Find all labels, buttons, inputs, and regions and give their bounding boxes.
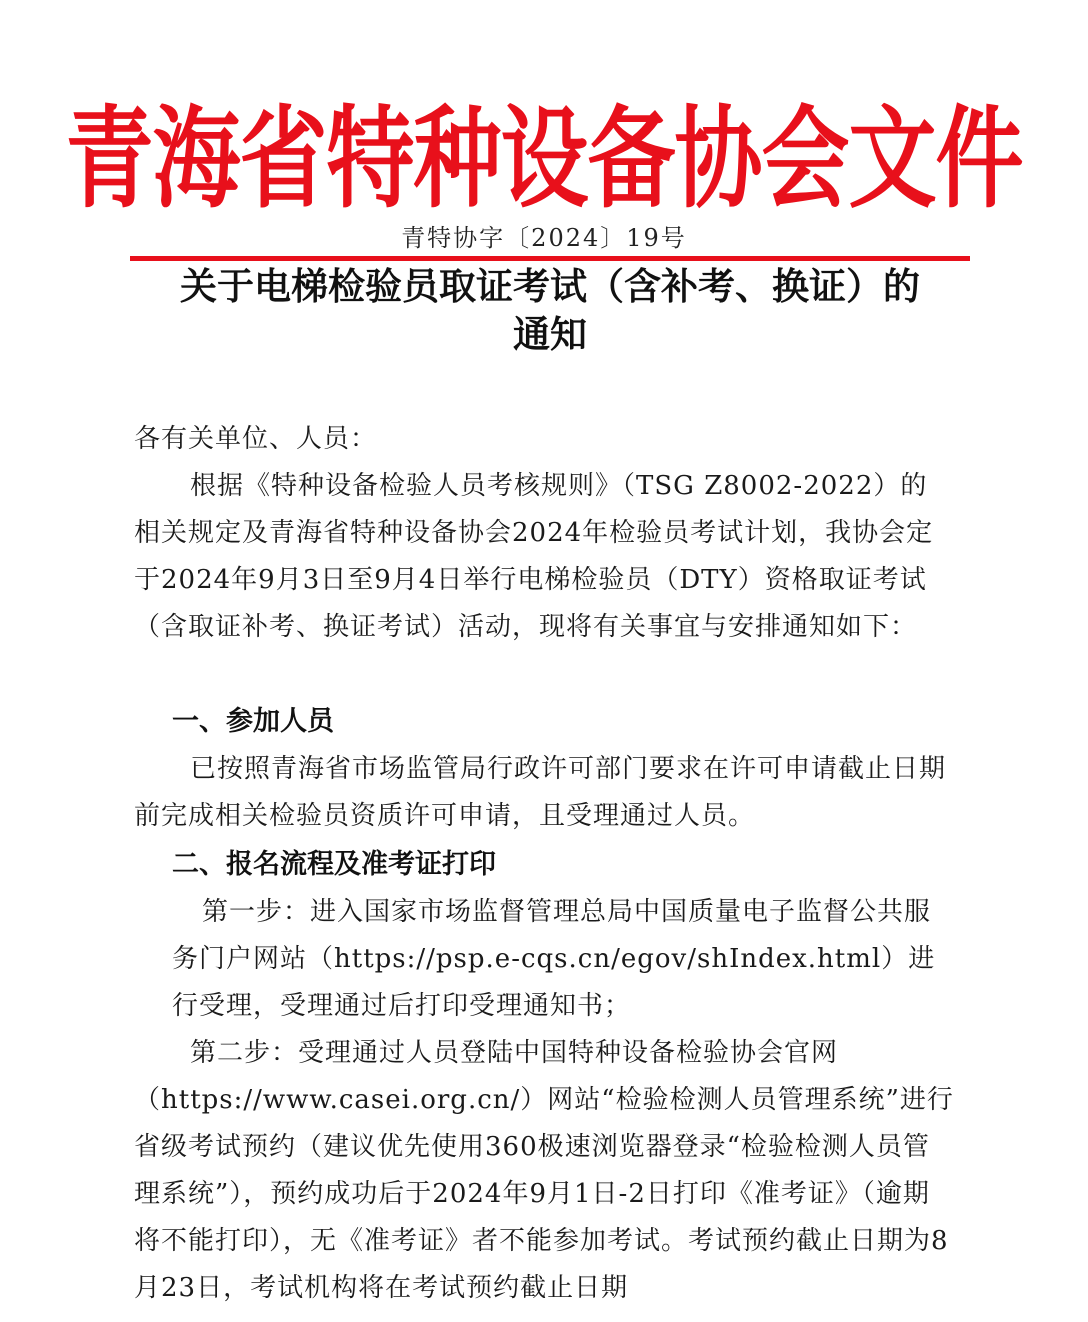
red-divider-line — [130, 256, 970, 261]
salutation: 各有关单位、人员： — [134, 424, 378, 454]
masthead-title: 青海省特种设备协会文件 — [65, 94, 1023, 223]
notice-title — [110, 262, 990, 358]
section1-paragraph: 已按照青海省市场监管局行政许可部门要求在许可申请截止日期前完成相关检验员资质许可申请，且受理通过人员。 — [134, 754, 947, 831]
notice-title-line1: 关于电梯检验员取证考试（含补考、换证）的 — [180, 264, 920, 308]
document-number: 青特协字〔2024〕19号 — [401, 224, 687, 252]
intro-paragraph: 根据《特种设备检验人员考核规则》（TSG Z8002-2022）的相关规定及青海省特种设备协会2024年检验员考试计划，我协会定于2024年9月3日至9月4日举行电梯检验员（DTY）资格取证考试（含取证补考、换证考试）活动，现将有关事宜与安排通知如下： — [134, 471, 934, 642]
section2-step2: 第二步：受理通过人员登陆中国特种设备检验协会官网（https://www.casei.org.cn/）网站“检验检测人员管理系统”进行省级考试预约（建议优先使用360极速浏览器登录“检验检测人员管理系统”），预约成功后于2024年9月1日-2日打印《准考证》（逾期将不能打印），无《准考证》者不能参加考试。考试预约截止日期为8月23日，考试机构将在考试预约截止日期 — [134, 1038, 954, 1303]
section1-heading: 一、参加人员 — [172, 706, 334, 737]
section2-step1: 第一步：进入国家市场监督管理总局中国质量电子监督公共服务门户网站（https://psp.e-cqs.cn/egov/shIndex.html）进行受理，受理通过后打印受理通知书； — [172, 897, 936, 1021]
notice-title-line2: 通知 — [513, 312, 587, 356]
section2-heading: 二、报名流程及准考证打印 — [172, 849, 496, 880]
